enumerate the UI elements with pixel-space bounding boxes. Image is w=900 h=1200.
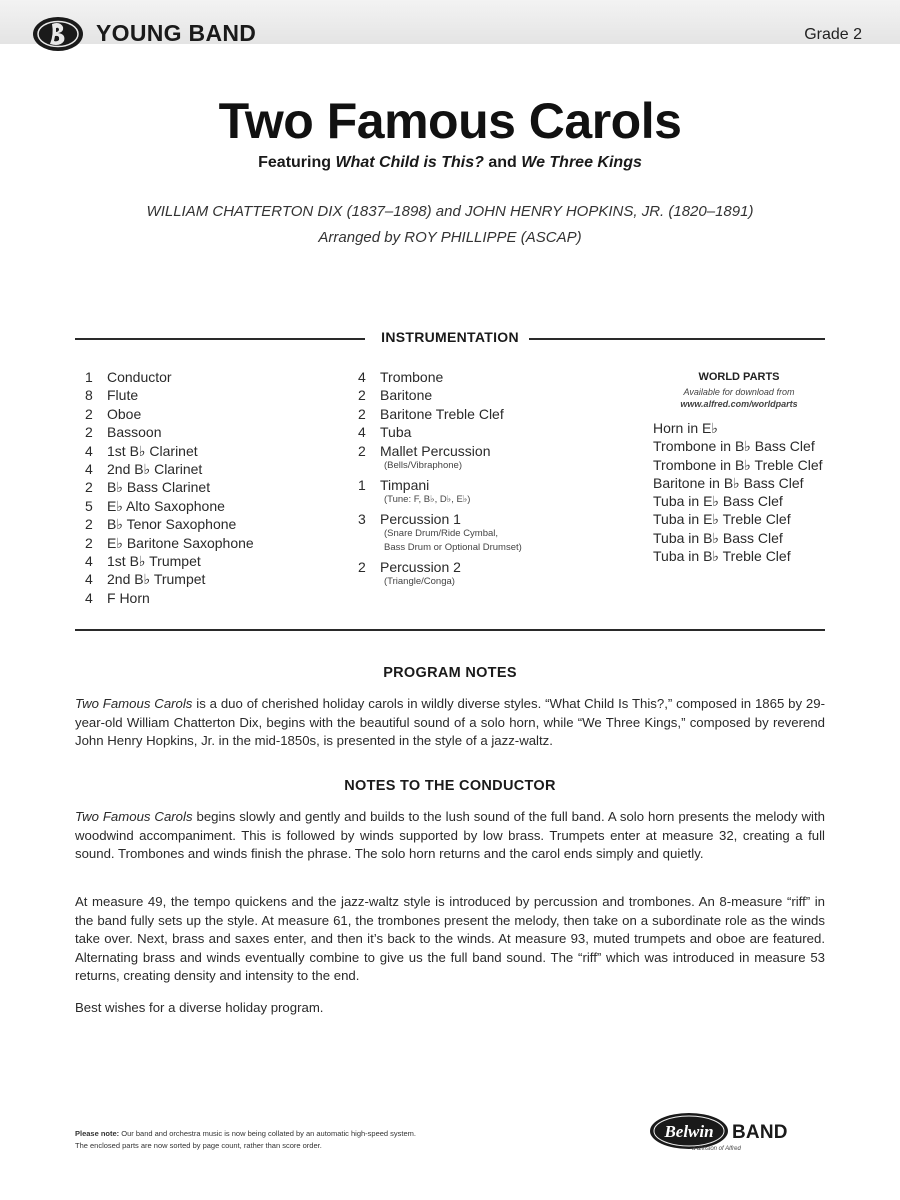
instrument-qty: 4: [85, 442, 93, 459]
instrument-name: Trombone: [380, 369, 444, 385]
instrument-name: Baritone: [380, 387, 433, 404]
instrument-note-line: Bass Drum or Optional Drumset): [384, 541, 522, 553]
instrument-qty: 2: [85, 424, 93, 441]
instrument-name: Tuba: [380, 424, 412, 441]
instrument-name: Timpani: [380, 476, 430, 493]
subtitle-prefix: Featuring: [258, 154, 336, 171]
conductor-notes-p3: Best wishes for a diverse holiday program.: [75, 1000, 324, 1015]
instrument-note-line: (Tune: F, B♭, D♭, E♭): [384, 493, 471, 505]
world-parts-list: [653, 419, 823, 565]
conductor-notes-p2: At measure 49, the tempo quickens and the jazz-waltz style is introduced by percussion and trombones. An 8-measure “riff” in the band fully sets up the style. At measure 61, the trombones present the melody, then take on a subordinate role as the winds take over. Next, brass and saxes enter, and then it’s back to the winds. At measure 93, muted trumpets and oboe are featured. Alternating brass and winds eventually combine to give us the full band sound. The “riff” which was introduced in measure 53 returns, creating density and intensity to the end.: [75, 894, 825, 984]
instrument-qty: 4: [85, 552, 93, 569]
instrument-qty: 2: [358, 558, 366, 575]
instrument-name: Mallet Percussion: [380, 442, 491, 459]
world-part-item: Tuba in B♭ Treble Clef: [653, 548, 791, 565]
world-parts-heading: WORLD PARTS: [698, 371, 780, 383]
program-notes-body: is a duo of cherished holiday carols in wildly diverse styles. “What Child Is This?,” composed in 1865 by 29-year-old William Chatterton Dix, begins with the beautiful sound of a solo horn, while “We Three Kings,” composed by reverend John Henry Hopkins, Jr. in the mid-1850s, is presented in the style of a jazz-waltz.: [75, 696, 825, 749]
world-part-item: Trombone in B♭ Treble Clef: [653, 456, 823, 473]
instrument-qty: 4: [358, 424, 366, 441]
instrument-name: B♭ Tenor Saxophone: [107, 516, 237, 533]
instrument-note: [384, 575, 455, 589]
footer-note-label: Please note:: [75, 1129, 120, 1138]
world-parts-availability: [653, 386, 825, 410]
instrument-qty: 5: [85, 497, 93, 514]
world-parts-available-text: Available for download from: [683, 387, 795, 397]
instrument-qty: 1: [358, 476, 366, 493]
instrument-note: [384, 527, 522, 555]
instrument-note-line: (Bells/Vibraphone): [384, 459, 462, 471]
instrument-qty: 3: [358, 510, 366, 527]
belwin-logo-text: Belwin: [664, 1122, 714, 1141]
instrument-note: [384, 493, 470, 507]
instrument-name: 1st B♭ Clarinet: [107, 442, 198, 459]
instrument-qty: 1: [85, 369, 93, 385]
subtitle-and: and: [483, 154, 522, 171]
instrument-note: [384, 459, 462, 473]
subtitle: [0, 154, 900, 172]
instrument-qty: 4: [358, 369, 366, 385]
section-divider: [75, 629, 825, 631]
instrument-qty: 8: [85, 387, 93, 404]
composers-line: WILLIAM CHATTERTON DIX (1837–1898) and JOHN HENRY HOPKINS, JR. (1820–1891): [146, 203, 754, 220]
instrument-name: E♭ Baritone Saxophone: [107, 534, 254, 551]
footer-note-line1: Our band and orchestra music is now being collated by an automatic high-speed system.: [119, 1129, 417, 1138]
world-part-item: Trombone in B♭ Bass Clef: [653, 438, 815, 455]
instrument-name: Baritone Treble Clef: [380, 405, 504, 422]
subtitle-song2: We Three Kings: [521, 154, 642, 171]
instrument-name: Oboe: [107, 405, 142, 422]
instrument-name: 2nd B♭ Trumpet: [107, 571, 206, 588]
instrument-qty: 4: [85, 571, 93, 588]
publisher-band-label: BAND: [732, 1122, 788, 1143]
world-part-item: Tuba in E♭ Treble Clef: [653, 511, 791, 528]
footer-note-line2: The enclosed parts are now sorted by page count, rather than score order.: [75, 1141, 322, 1150]
arranger-line: Arranged by ROY PHILLIPPE (ASCAP): [318, 229, 582, 246]
instrument-name: F Horn: [107, 589, 150, 606]
instrument-name: Percussion 2: [380, 558, 461, 575]
instrument-qty: 2: [358, 405, 366, 422]
instrument-qty: 2: [358, 387, 366, 404]
page-title: Two Famous Carols: [218, 93, 682, 149]
instrument-qty: 2: [85, 516, 93, 533]
instrument-name: Conductor: [107, 369, 172, 385]
instrument-qty: 4: [85, 460, 93, 477]
grade-label: Grade 2: [804, 26, 862, 43]
instrument-note-line: (Snare Drum/Ride Cymbal,: [384, 527, 499, 539]
instrument-name: E♭ Alto Saxophone: [107, 497, 225, 514]
belwin-logo-icon: [648, 1111, 730, 1151]
program-notes-title: Two Famous Carols: [75, 696, 193, 711]
instrument-name: Flute: [107, 387, 139, 404]
instrument-qty: 2: [85, 534, 93, 551]
conductor-notes-title: Two Famous Carols: [75, 809, 193, 824]
instrument-name: 2nd B♭ Clarinet: [107, 460, 203, 477]
instrument-name: Bassoon: [107, 424, 162, 441]
conductor-notes-heading: NOTES TO THE CONDUCTOR: [344, 778, 556, 794]
instrument-name: Percussion 1: [380, 510, 461, 527]
publisher-subtitle: a division of Alfred: [692, 1146, 741, 1152]
world-part-item: Baritone in B♭ Bass Clef: [653, 474, 804, 491]
instrumentation-label: INSTRUMENTATION: [381, 329, 519, 345]
instrument-name: 1st B♭ Trumpet: [107, 552, 201, 569]
credits: [0, 199, 900, 251]
world-part-item: Tuba in E♭ Bass Clef: [653, 493, 783, 510]
conductor-notes-p1-body: begins slowly and gently and builds to the lush sound of the full band. A solo horn presents the melody with woodwind accompaniment. This is followed by winds supported by low brass. Trumpets enter at measure 32, creating a full sound. Trombones and winds finish the phrase. The solo horn returns and the carol ends simply and quietly.: [75, 809, 825, 862]
program-notes-heading: PROGRAM NOTES: [383, 665, 517, 681]
instrument-qty: 2: [85, 479, 93, 496]
footer-note: [75, 1128, 545, 1152]
instrument-qty: 2: [85, 405, 93, 422]
conductor-notes-p1: [75, 808, 825, 864]
instrument-note-line: (Triangle/Conga): [384, 575, 455, 587]
instrument-name: B♭ Bass Clarinet: [107, 479, 211, 496]
world-part-item: Tuba in B♭ Bass Clef: [653, 529, 783, 546]
young-band-logo-icon: [30, 12, 86, 56]
world-part-item: Horn in E♭: [653, 420, 718, 436]
instrument-qty: 4: [85, 589, 93, 606]
program-notes-text: [75, 695, 825, 751]
instrument-qty: 2: [358, 442, 366, 459]
series-label: YOUNG BAND: [96, 20, 257, 46]
subtitle-song1: What Child is This?: [335, 154, 484, 171]
instrumentation-heading: [75, 329, 825, 349]
world-parts-url[interactable]: www.alfred.com/worldparts: [680, 399, 798, 409]
